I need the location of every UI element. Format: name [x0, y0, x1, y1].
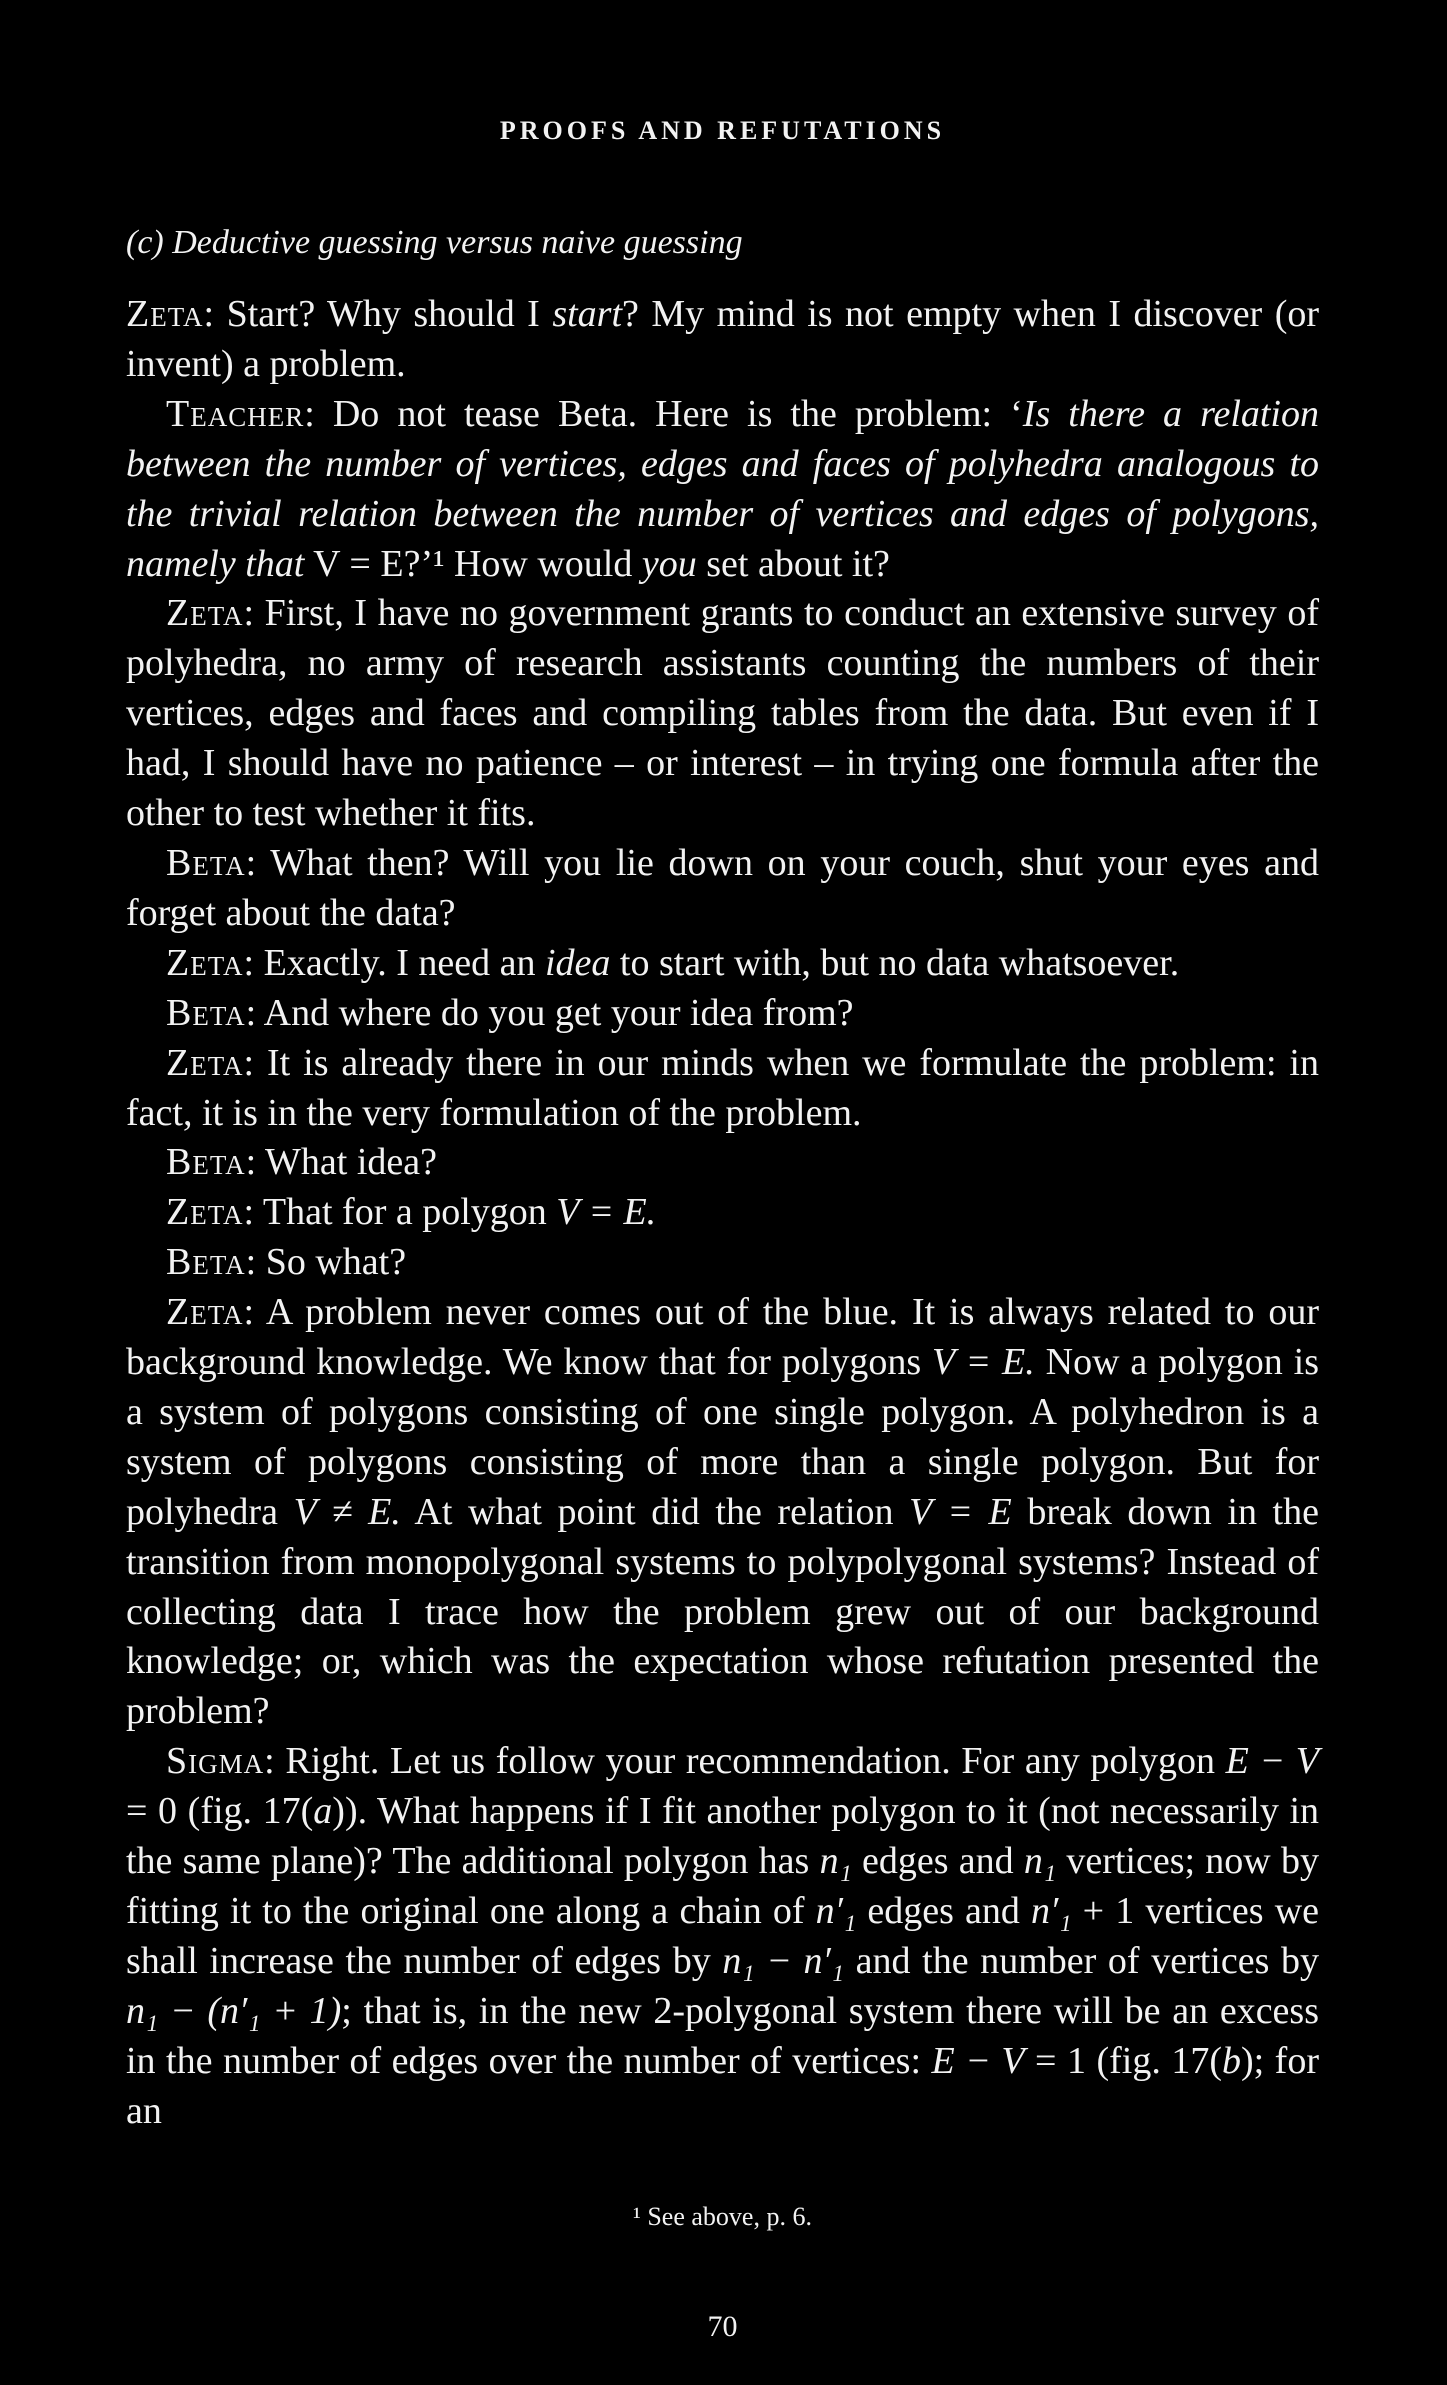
emphasis: V = E	[909, 1490, 1012, 1533]
paragraph	[126, 1737, 1319, 2136]
speaker: Sigma	[166, 1740, 265, 1783]
page-number: 70	[707, 2310, 738, 2343]
paragraph	[126, 1238, 1319, 1288]
text: )). What happens if I fit another polygon to it (not necessarily in the same plane)? The additional polygon has	[126, 1790, 1319, 1883]
speaker: Beta	[166, 991, 246, 1034]
paragraph	[126, 1288, 1319, 1737]
text: = 1 (fig. 17(	[1024, 2039, 1222, 2082]
text: : Do not tease Beta. Here is the problem: ‘	[304, 392, 1023, 435]
text: ); for an	[126, 2039, 1319, 2132]
emphasis: V ≠ E.	[293, 1490, 401, 1533]
emphasis: idea	[544, 941, 611, 984]
text: : What then? Will you lie down on your couch, shut your eyes and forget about the data?	[126, 841, 1319, 934]
text: : That for a polygon	[243, 1191, 557, 1234]
section-heading	[126, 224, 743, 262]
text: : A problem never comes out of the blue. It is always related to our background knowledge. We know that for polygons	[126, 1291, 1319, 1384]
speaker: Beta	[166, 1241, 246, 1284]
speaker: Teacher	[166, 392, 305, 435]
text: + 1 vertices we shall increase the number of edges by	[126, 1890, 1319, 1982]
text: Now a polygon is a system of polygons consisting of one single polygon. A polyhedron is a system of polygons consisting of more than a single polygon. But for polyhedra	[126, 1341, 1320, 1533]
text: : Right. Let us follow your recommendation. For any polygon	[264, 1740, 1226, 1783]
math: E − V	[1225, 1740, 1319, 1783]
paragraph	[126, 390, 1319, 590]
paragraph	[126, 1039, 1319, 1139]
footnote: ¹ See above, p. 6.	[633, 2202, 812, 2231]
speaker: Zeta	[166, 941, 244, 984]
speaker: Beta	[166, 841, 246, 884]
speaker: Zeta	[166, 1191, 244, 1234]
math: b	[1221, 2039, 1241, 2082]
math: n′₁	[1031, 1890, 1072, 1932]
paragraph	[126, 939, 1319, 989]
speaker: Zeta	[166, 1291, 244, 1334]
emphasis: V = E.	[556, 1191, 657, 1234]
math: n₁ − (n′₁ + 1)	[126, 1989, 342, 2032]
text: : What idea?	[245, 1141, 437, 1184]
paragraph	[126, 589, 1319, 839]
text: ? My mind is not empty when I discover (or invent) a problem.	[126, 293, 1319, 385]
text: ; that is, in the new 2-polygonal system there will be an excess in the number of edges over the number of vertices:	[126, 1989, 1320, 2082]
speaker: Zeta	[166, 1041, 244, 1084]
text: edges and	[851, 1840, 1024, 1883]
text: vertices; now by fitting it to the original one along a chain of	[126, 1840, 1319, 1932]
paragraph	[126, 1188, 1319, 1238]
text: : First, I have no government grants to conduct an extensive survey of polyhedra, no army of research assistants counting the numbers of their vertices, edges and faces and compiling tables from the data. But even if I had, I should have no patience – or interest – in trying one formula after the other to test whether it fits.	[126, 592, 1319, 835]
emphasis: Is there a relation between the number of vertices, edges and faces of polyhedra analogous to the trivial relation between the number of vertices and edges of polygons, namely that	[126, 392, 1319, 585]
running-header: PROOFS AND REFUTATIONS	[499, 116, 946, 145]
text: = 0 (fig. 17(	[126, 1790, 314, 1833]
speaker: Zeta	[166, 592, 244, 635]
text: to start with, but no data whatsoever.	[610, 941, 1180, 984]
math: n₁ − n′₁	[722, 1939, 845, 1982]
paragraph	[126, 839, 1319, 939]
math: a	[313, 1790, 333, 1833]
text: : So what?	[245, 1241, 407, 1284]
math: n′₁	[815, 1890, 857, 1932]
text: : Start? Why should I	[203, 293, 553, 335]
text: V = E?’¹ How would	[304, 542, 642, 585]
paragraph	[126, 290, 1319, 390]
emphasis: start	[552, 293, 623, 335]
text: and the number of vertices by	[844, 1939, 1319, 1982]
text: break down in the transition from monopolygonal systems to polypolygonal systems? Instead of collecting data I trace how the problem grew out of our background knowledge; or, which was the expectation whose refutation presented the problem?	[126, 1490, 1319, 1733]
text: At what point did the relation	[400, 1490, 910, 1533]
text: : It is already there in our minds when we formulate the problem: in fact, it is in the very formulation of the problem.	[126, 1041, 1319, 1134]
text: set about it?	[696, 542, 890, 585]
speaker: Beta	[166, 1141, 246, 1184]
math: n₁	[1023, 1840, 1057, 1883]
speaker: Zeta	[126, 293, 204, 335]
section-title: Deductive guessing versus naive guessing	[172, 224, 743, 261]
text: edges and	[856, 1890, 1032, 1932]
body-text	[126, 290, 1319, 2137]
paragraph	[126, 1138, 1319, 1188]
text: : And where do you get your idea from?	[245, 991, 854, 1034]
page	[126, 0, 1319, 2385]
text: : Exactly. I need an	[243, 941, 545, 984]
math: n₁	[819, 1840, 852, 1883]
emphasis: V = E.	[932, 1341, 1035, 1384]
emphasis: you	[641, 542, 697, 585]
math: E − V	[931, 2039, 1025, 2082]
section-label: (c)	[126, 224, 164, 261]
paragraph	[126, 989, 1319, 1039]
